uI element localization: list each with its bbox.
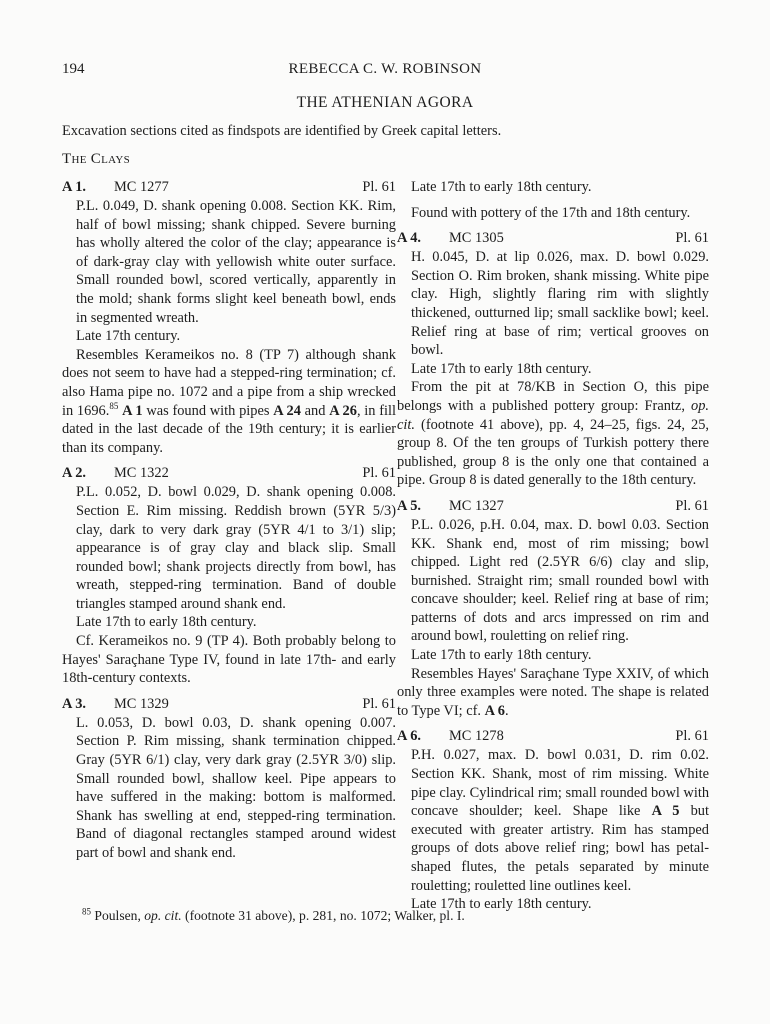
running-head: REBECCA C. W. ROBINSON [288, 61, 482, 77]
entry-id: A 4. [397, 230, 421, 247]
entry-description: H. 0.045, D. at lip 0.026, max. D. bowl 0.029. Section O. Rim broken, shank missing. White pipe clay. High, slightly flaring rim with slightly thickened, outturned lip; small sacklike bowl; keel. Relief ring at base of rim; vertical grooves on bowl. [411, 249, 709, 359]
entry-id: A 3. [62, 695, 86, 712]
entry-header [62, 464, 396, 483]
entry-plate: Pl. 61 [675, 230, 709, 247]
catalog-entry-a6 [397, 727, 709, 913]
entry-id: A 5. [397, 497, 421, 514]
entry-description: P.L. 0.052, D. bowl 0.029, D. shank opening 0.008. Section E. Rim missing. Reddish brown (5YR 5/3) clay, dark to very dark gray (5YR 4/1 to 3/1) slip; appearance is of gray clay and black slip. Small rounded bowl; shank projects directly from bowl, has wreath, stepped-ring termination. Band of double triangles stamped around shank end. [76, 484, 396, 612]
intro-text: Excavation sections cited as findspots are identified by Greek capital letters. [62, 123, 502, 139]
left-column [62, 178, 396, 863]
clays-heading: The Clays [62, 151, 130, 167]
catalog-entry-a1 [62, 178, 396, 457]
entry-inventory: MC 1305 [449, 230, 504, 247]
section-title: THE ATHENIAN AGORA [296, 94, 474, 111]
entry-description: P.L. 0.049, D. shank opening 0.008. Section KK. Rim, half of bowl missing; shank chipped. Severe burning has wholly altered the color of the clay; appearance is of dark-gray clay with yellowish white outer surface. Small rounded bowl, scored vertically, apparently in the mold; shank forms slight keel beneath bowl, ends in segmented wreath. [76, 198, 396, 326]
entry-plate: Pl. 61 [362, 695, 396, 712]
entry-date: Late 17th to early 18th century. [76, 614, 257, 631]
right-column [397, 178, 709, 914]
entry-commentary: From the pit at 78/KB in Section O, this pipe belongs with a published pottery group: Frantz, op. cit. (footnote 41 above), pp. 4, 24–25, figs. 24, 25, group 8. Of the ten groups of Turkish pottery there published, group 8 is the only one that contained a pipe. Group 8 is dated generally to the 18th century. [397, 379, 709, 489]
entry-description: P.H. 0.027, max. D. bowl 0.031, D. rim 0.02. Section KK. Shank, most of rim missing. White pipe clay. Cylindrical rim; small rounded bowl with concave shoulder; keel. Shape like A 5 but executed with greater artistry. Rim has stamped groups of dots above relief ring; bowl has petal-shaped flutes, the petals separated by minute rouletting; rouletted line outlines keel. [411, 747, 710, 894]
page-number: 194 [62, 61, 85, 77]
entry-description: L. 0.053, D. bowl 0.03, D. shank opening 0.007. Section P. Rim missing, shank termination chipped. Gray (5YR 6/1) clay, very dark gray (2.5YR 3/0) slip. Small rounded bowl, shallow keel. Pipe appears to have suffered in the making: bottom is malformed. Shank has swelling at end, stepped-ring termination. Band of diagonal rectangles stamped around widest part of bowl and shank end. [76, 714, 396, 861]
footnote: $^{85}$ Poulsen, op. cit. (footnote 31 above), p. 281, no. 1072; Walker, pl. I. [82, 906, 465, 923]
entry-date: Late 17th to early 18th century. [411, 647, 592, 664]
entry-date: Late 17th to early 18th century. [411, 896, 592, 913]
entry-id: A 6. [397, 728, 421, 745]
entry-plate: Pl. 61 [675, 497, 709, 514]
entry-inventory: MC 1327 [449, 497, 504, 514]
entry-plate: Pl. 61 [362, 465, 396, 482]
entry-header [62, 178, 396, 197]
catalog-entry-a2 [62, 464, 396, 688]
entry-description: P.L. 0.026, p.H. 0.04, max. D. bowl 0.03. Section KK. Shank end, most of rim missing; bowl chipped. Light red (2.5YR 6/6) clay and slip, burnished. Straight rim; small rounded bowl with concave shoulder; keel. Relief ring at base of rim; patterns of dots and arcs impressed on rim and around bowl, rouletting on relief ring. [411, 516, 709, 645]
entry-commentary: Found with pottery of the 17th and 18th century. [411, 204, 691, 221]
entry-commentary: Cf. Kerameikos no. 9 (TP 4). Both probably belong to Hayes' Saraçhane Type IV, found in late 17th- and early 18th-century contexts. [62, 633, 396, 687]
entry-inventory: MC 1322 [114, 465, 169, 482]
entry-date: Late 17th century. [76, 328, 181, 345]
entry-plate: Pl. 61 [362, 179, 396, 195]
entry-inventory: MC 1329 [114, 695, 169, 712]
entry-date: Late 17th to early 18th century. [411, 360, 592, 377]
entry-commentary: Resembles Kerameikos no. 8 (TP 7) although shank does not seem to have had a stepped-ring termination; cf. also Hama pipe no. 1072 and a pipe from a ship wrecked in 1696.85 A 1 was found with pipes A 24 and A 26, in fill dated in the last decade of the 19th century; it is earlier than its company. [62, 346, 396, 456]
footnote-number: 85 [82, 906, 91, 917]
entry-id: A 2. [62, 465, 86, 482]
entry-id: A 1. [62, 179, 86, 195]
entry-date: Late 17th to early 18th century. [411, 179, 592, 195]
entry-plate: Pl. 61 [675, 728, 709, 745]
entry-inventory: MC 1278 [449, 728, 504, 745]
entry-header [397, 229, 709, 248]
catalog-entry-a4 [397, 229, 709, 490]
catalog-entry-a5 [397, 497, 709, 721]
catalog-entry-a3 [62, 695, 396, 863]
entry-header [397, 497, 709, 516]
entry-commentary: Resembles Hayes' Saraçhane Type XXIV, of which only three examples were noted. The shape is related to Type VI; cf. A 6. [397, 665, 709, 719]
entry-inventory: MC 1277 [114, 179, 169, 195]
entry-header [62, 695, 396, 714]
entry-header [397, 727, 709, 746]
